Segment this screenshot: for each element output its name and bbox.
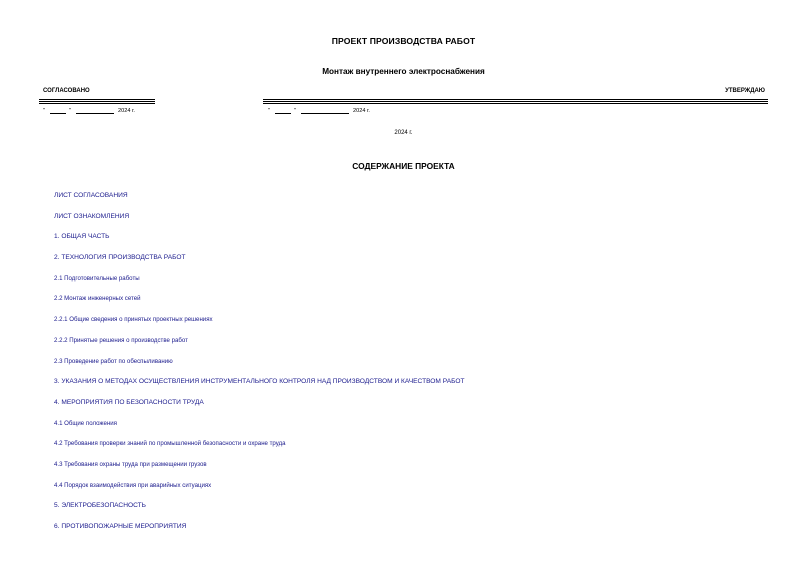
toc-link[interactable]: 2.3 Проведение работ по обеспыливанию <box>54 357 173 365</box>
toc-link[interactable]: 4.4 Порядок взаимодействия при аварийных ситуациях <box>54 481 212 489</box>
toc-link[interactable]: 6. ПРОТИВОПОЖАРНЫЕ МЕРОПРИЯТИЯ <box>54 523 187 530</box>
date-quote-close: " <box>69 108 71 114</box>
toc-link[interactable]: 4. МЕРОПРИЯТИЯ ПО БЕЗОПАСНОСТИ ТРУДА <box>54 398 204 406</box>
day-blank <box>50 107 66 114</box>
approved-left-label: СОГЛАСОВАНО <box>43 88 90 94</box>
toc-link[interactable]: ЛИСТ СОГЛАСОВАНИЯ <box>54 192 128 199</box>
toc-heading: СОДЕРЖАНИЕ ПРОЕКТА <box>352 161 455 171</box>
toc-link[interactable]: 4.1 Общие положения <box>54 419 117 427</box>
toc-link[interactable]: 4.3 Требования охраны труда при размещении грузов <box>54 460 207 468</box>
signature-rule-left <box>39 99 155 104</box>
toc-link[interactable]: ЛИСТ ОЗНАКОМЛЕНИЯ <box>54 212 130 220</box>
toc-link[interactable]: 4.2 Требования проверки знаний по промышленной безопасности и охране труда <box>54 440 286 448</box>
table-of-contents <box>54 191 465 543</box>
date-quote-open: " <box>43 108 45 114</box>
date-quote-close: " <box>294 108 296 114</box>
document-subtitle: Монтаж внутреннего электроснабжения <box>322 67 485 76</box>
day-blank <box>275 107 291 114</box>
toc-link[interactable]: 2. ТЕХНОЛОГИЯ ПРОИЗВОДСТВА РАБОТ <box>54 254 186 262</box>
date-line-right <box>268 107 370 114</box>
date-year: 2024 г. <box>118 108 135 114</box>
toc-link[interactable]: 2.1 Подготовительные работы <box>54 274 140 282</box>
document-year: 2024 г. <box>394 130 413 136</box>
toc-link[interactable]: 2.2.2 Принятые решения о производстве работ <box>54 336 188 344</box>
approved-right-label: УТВЕРЖДАЮ <box>725 88 765 94</box>
toc-link[interactable]: 2.2 Монтаж инженерных сетей <box>54 295 141 303</box>
document-title: ПРОЕКТ ПРОИЗВОДСТВА РАБОТ <box>331 36 476 46</box>
toc-link[interactable]: 3. УКАЗАНИЯ О МЕТОДАХ ОСУЩЕСТВЛЕНИЯ ИНСТРУМЕНТАЛЬНОГО КОНТРОЛЯ НАД ПРОИЗВОДСТВОМ И КАЧЕСТВОМ РАБОТ <box>54 378 465 386</box>
toc-link[interactable]: 2.2.1 Общие сведения о принятых проектных решениях <box>54 316 213 324</box>
date-quote-open: " <box>268 108 270 114</box>
date-line-left <box>43 107 135 114</box>
signature-rule-right <box>263 99 768 104</box>
month-blank <box>76 107 114 114</box>
month-blank <box>301 107 349 114</box>
toc-link[interactable]: 5. ЭЛЕКТРОБЕЗОПАСНОСТЬ <box>54 502 146 510</box>
toc-link[interactable]: 1. ОБЩАЯ ЧАСТЬ <box>54 233 110 241</box>
date-year: 2024 г. <box>353 108 370 114</box>
